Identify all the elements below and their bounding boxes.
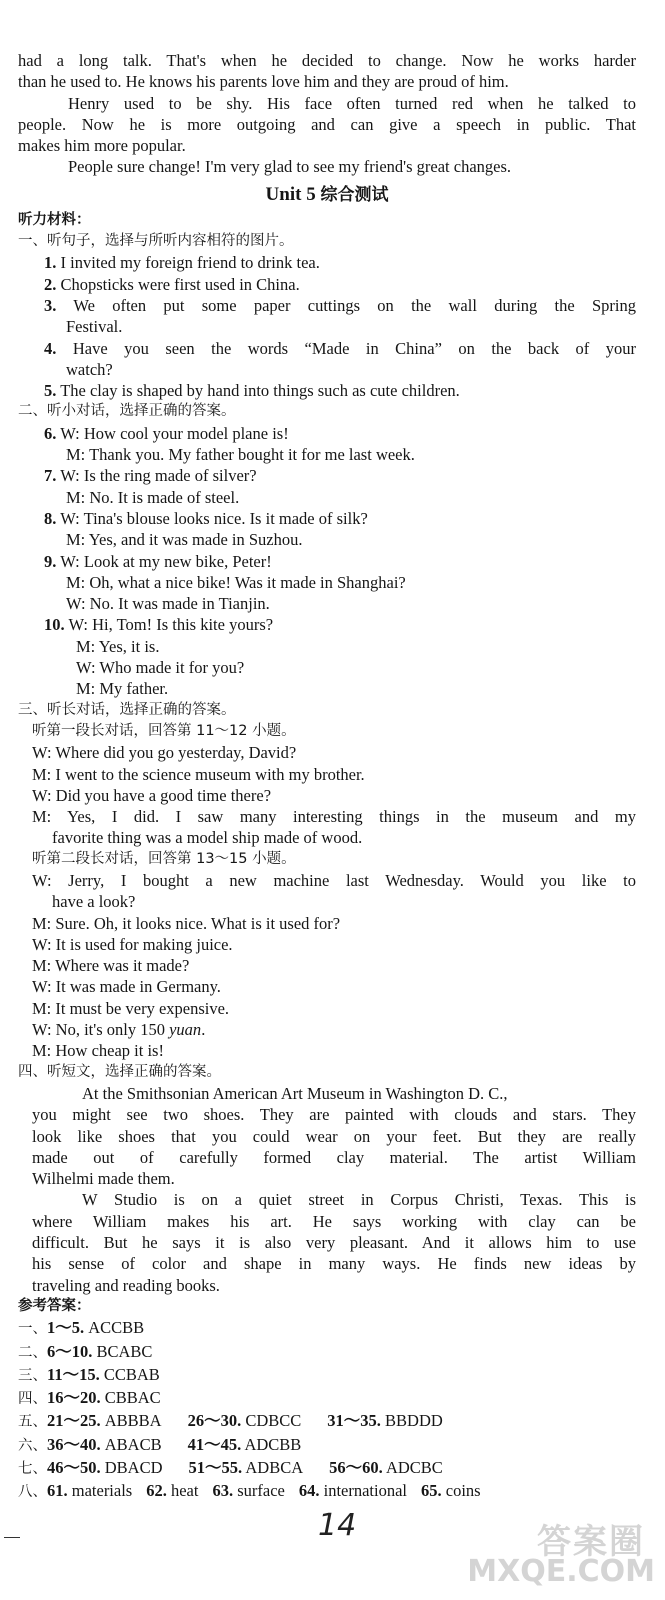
dialog-line: W: It is used for making juice. [32, 934, 233, 954]
passage-line: difficult. But he says it is also very pleasant. And it allows him to use [32, 1233, 636, 1253]
watermark-logo [467, 1514, 659, 1592]
answer-value: coins [445, 1481, 481, 1501]
section-3-heading: 三、听长对话，选择正确的答案。 [18, 701, 236, 718]
answer-group [212, 1481, 284, 1500]
dialog-line: M: Where was it made? [32, 956, 190, 976]
passage-line: At the Smithsonian American Art Museum in Washington D. C., [82, 1083, 508, 1103]
answer-row [18, 1387, 636, 1410]
answer-range: 65. [421, 1481, 442, 1501]
answer-value: CDBCC [245, 1411, 302, 1431]
bottom-rule [4, 1537, 20, 1538]
answer-row [18, 1410, 636, 1433]
dialog-line: W: Did you have a good time there? [32, 785, 272, 805]
dialog-line: favorite thing was a model ship made of wood. [52, 828, 363, 848]
dialog-line: W: It was made in Germany. [32, 977, 221, 997]
answer-group [327, 1411, 443, 1430]
text-line: than he used to. He knows his parents love him and they are proud of him. [18, 72, 509, 92]
answer-range: 63. [212, 1481, 234, 1501]
answer-range: 61. [47, 1481, 68, 1501]
section-4-passage [18, 1083, 636, 1296]
answer-group [18, 1481, 132, 1500]
watermark-text-cn: 答案圈 [537, 1522, 645, 1562]
passage-line: you might see two shoes. They are painted with clouds and stars. They [32, 1105, 636, 1125]
list-item-continued: M: Yes, and it was made in Suzhou. [66, 530, 303, 550]
answer-value: ADCBC [385, 1458, 443, 1477]
dialog-2 [18, 870, 636, 1062]
answer-section-label: 七、 [18, 1461, 47, 1477]
section-1-heading: 一、听句子，选择与所听内容相符的图片。 [18, 233, 294, 250]
answer-range: 1～5. [47, 1318, 85, 1338]
answer-row [18, 1480, 636, 1503]
answer-group [188, 1435, 302, 1454]
answer-group [18, 1318, 144, 1337]
answer-section-label: 一、 [18, 1321, 47, 1338]
unit-title-cn: 综合测试 [320, 184, 389, 205]
list-item: 9. W: Look at my new bike, Peter! [44, 551, 272, 571]
answer-range: 11～15. [47, 1364, 100, 1384]
list-item-continued: Festival. [66, 317, 123, 337]
dialog-line: have a look? [52, 892, 136, 912]
answer-row [18, 1457, 636, 1480]
text-line: people. Now he is more outgoing and can give a speech in public. That [18, 114, 636, 134]
answer-section-label: 六、 [18, 1437, 47, 1454]
dialog-line: M: It must be very expensive. [32, 998, 230, 1018]
answer-section-label: 三、 [18, 1367, 47, 1384]
dialog-1-instruction: 听第一段长对话，回答第 11～12 小题。 [32, 722, 296, 739]
list-item: 1. I invited my foreign friend to drink tea. [44, 253, 320, 273]
dialog-line: W: Where did you go yesterday, David? [32, 743, 297, 763]
dialog-line: M: I went to the science museum with my brother. [32, 764, 365, 784]
answer-section-label: 五、 [18, 1414, 47, 1431]
dialog-line: W: No, it's only 150 yuan. [32, 1020, 206, 1040]
answer-range: 21～25. [47, 1411, 101, 1431]
dialog-line: M: Yes, I did. I saw many interesting things in the museum and my [32, 807, 636, 827]
dialog-line: M: How cheap it is! [32, 1041, 164, 1061]
unit-title-en: Unit 5 [265, 183, 316, 205]
unit-title [18, 182, 636, 208]
answer-row [18, 1434, 636, 1457]
answer-range: 46～50. [47, 1458, 101, 1477]
answer-range: 62. [146, 1481, 167, 1501]
list-item: 4. Have you seen the words “Made in China” on the back of your [44, 338, 636, 358]
passage-line: look like shoes that you could wear on your feet. But they are really [32, 1126, 636, 1146]
passage-line: Wilhelmi made them. [32, 1169, 175, 1189]
dialog-2-instruction: 听第二段长对话，回答第 13～15 小题。 [32, 850, 296, 867]
answer-value: surface [237, 1481, 285, 1501]
list-item-continued: M: No. It is made of steel. [66, 487, 240, 507]
list-item-continued: M: Thank you. My father bought it for me last week. [66, 445, 415, 465]
answer-key [18, 1317, 636, 1503]
section-4-heading: 四、听短文，选择正确的答案。 [18, 1063, 221, 1080]
answer-range: 26～30. [187, 1411, 242, 1431]
answer-row [18, 1341, 636, 1364]
answer-section-label: 八、 [18, 1484, 47, 1501]
dialog-line: W: Jerry, I bought a new machine last Wednesday. Would you like to [32, 870, 636, 890]
section-2-items [18, 423, 636, 700]
answer-range: 36～40. [47, 1434, 101, 1454]
passage-line: W Studio is on a quiet street in Corpus Christi, Texas. This is [82, 1190, 636, 1210]
answer-range: 31～35. [327, 1411, 381, 1431]
answer-group [188, 1411, 302, 1430]
list-item: 6. W: How cool your model plane is! [44, 423, 289, 443]
list-item-continued: W: Who made it for you? [76, 658, 245, 678]
answer-section-label: 四、 [18, 1391, 47, 1408]
list-item-continued: watch? [66, 359, 113, 379]
text-line: makes him more popular. [18, 136, 186, 156]
answer-section-label: 二、 [18, 1344, 47, 1361]
passage-line: his sense of color and shape in many ways. He finds new ideas by [32, 1254, 636, 1274]
answer-value: international [323, 1481, 407, 1501]
list-item-continued: M: My father. [76, 679, 169, 699]
text-line: had a long talk. That's when he decided to change. Now he works harder [18, 51, 636, 70]
watermark-text-en: MXQE.COM [467, 1554, 655, 1589]
answer-value: ABACB [104, 1434, 162, 1454]
passage-line: made out of carefully formed clay material. The artist William [32, 1147, 636, 1167]
answer-value: ABBBA [104, 1411, 162, 1431]
list-item-continued: M: Yes, it is. [76, 636, 160, 656]
top-paragraphs [18, 50, 636, 178]
document-page [18, 50, 636, 1504]
dialog-line: M: Sure. Oh, it looks nice. What is it used for? [32, 913, 341, 933]
answer-range: 16～20. [47, 1388, 101, 1408]
answer-value: ADCBB [244, 1434, 302, 1454]
answer-row [18, 1317, 636, 1340]
answer-value: CBBAC [104, 1388, 161, 1408]
page-number: 14 [318, 1508, 357, 1543]
answer-range: 6～10. [47, 1341, 93, 1361]
answer-group [299, 1481, 407, 1500]
answer-value: materials [71, 1481, 133, 1501]
answer-value: BBDDD [385, 1411, 443, 1431]
passage-line: traveling and reading books. [32, 1275, 220, 1295]
list-item: 10. W: Hi, Tom! Is this kite yours? [44, 615, 274, 635]
answer-value: ACCBB [88, 1318, 145, 1338]
answer-group [189, 1458, 304, 1477]
answer-group [18, 1458, 163, 1477]
answer-range: 64. [298, 1481, 320, 1501]
list-item-continued: W: No. It was made in Tianjin. [66, 594, 270, 614]
answer-value: heat [170, 1481, 199, 1501]
answer-value: DBACD [104, 1458, 163, 1477]
text-line: Henry used to be shy. His face often turned red when he talked to [68, 93, 636, 113]
answer-group [329, 1458, 443, 1477]
section-1-items [18, 252, 636, 401]
dialog-1 [18, 742, 636, 848]
list-item: 3. We often put some paper cuttings on the wall during the Spring [44, 295, 636, 315]
answer-group [18, 1411, 162, 1430]
answer-value: CCBAB [103, 1364, 160, 1384]
answer-group [146, 1481, 198, 1500]
answer-group [18, 1342, 152, 1361]
text-line: People sure change! I'm very glad to see my friend's great changes. [68, 157, 512, 177]
answer-range: 56～60. [329, 1458, 383, 1477]
answer-row [18, 1364, 636, 1387]
answer-group [18, 1435, 162, 1454]
list-item-continued: M: Oh, what a nice bike! Was it made in Shanghai? [66, 572, 406, 592]
list-item: 2. Chopsticks were first used in China. [44, 274, 300, 294]
answer-value: ADBCA [245, 1458, 304, 1477]
list-item: 8. W: Tina's blouse looks nice. Is it made of silk? [44, 508, 368, 528]
answer-range: 51～55. [188, 1458, 243, 1477]
answer-value: BCABC [96, 1341, 153, 1361]
answer-range: 41～45. [187, 1434, 242, 1454]
listening-heading: 听力材料： [18, 211, 91, 228]
answer-group [18, 1388, 161, 1407]
section-2-heading: 二、听小对话，选择正确的答案。 [18, 403, 236, 420]
answer-group [18, 1365, 160, 1384]
answers-heading: 参考答案： [18, 1297, 91, 1314]
list-item: 5. The clay is shaped by hand into things such as cute children. [44, 381, 460, 401]
passage-line: where William makes his art. He says working with clay can be [32, 1211, 636, 1231]
answer-group [421, 1481, 481, 1500]
list-item: 7. W: Is the ring made of silver? [44, 466, 257, 486]
